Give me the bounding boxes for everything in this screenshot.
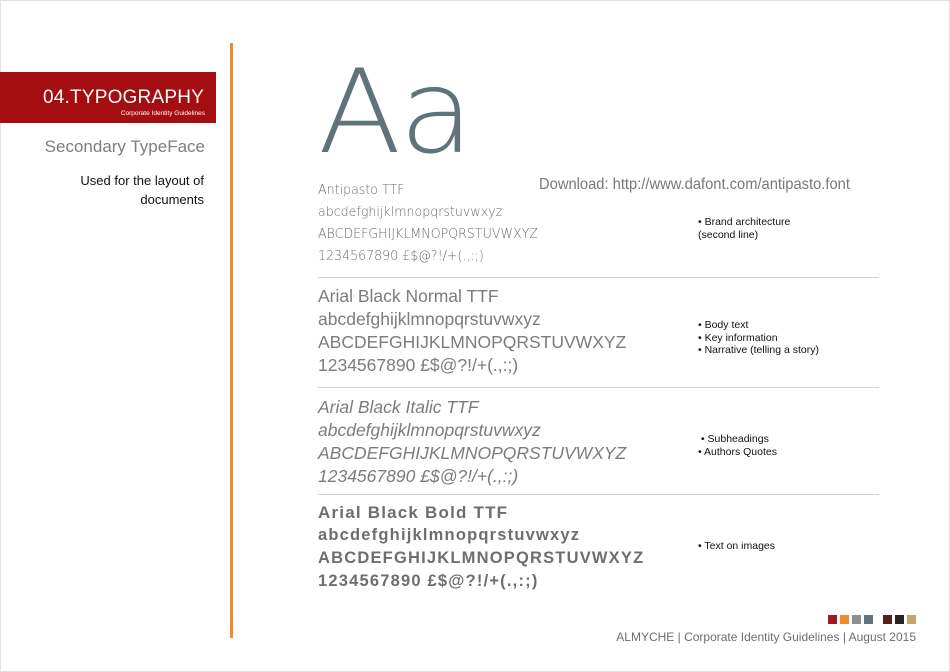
digits-sample: 1234567890 £$@?!/+(.,:;) <box>318 466 519 486</box>
typeface-name: Arial Black Italic TTF <box>318 397 479 417</box>
typeface-block-bold <box>318 501 644 593</box>
section-subtitle: Corporate Identity Guidelines <box>120 110 205 117</box>
uppercase-sample: ABCDEFGHIJKLMNOPQRSTUVWXYZ <box>318 332 627 352</box>
usage-note: • Brand architecture <box>698 216 791 228</box>
digits-sample: 1234567890 £$@?!/+(.,:;) <box>318 355 519 375</box>
usage-note: (second line) <box>698 228 759 241</box>
usage-note: • Key information <box>698 331 778 344</box>
uppercase-sample: ABCDEFGHIJKLMNOPQRSTUVWXYZ <box>318 549 645 567</box>
usage-note: • Text on images <box>698 540 776 552</box>
typeface-name: Arial Black Normal TTF <box>318 286 499 306</box>
usage-notes-bold <box>698 540 775 553</box>
download-link[interactable]: Download: http://www.dafont.com/antipasto.font <box>539 176 850 193</box>
sidebar-heading: Secondary TypeFace <box>44 137 205 156</box>
color-swatch <box>895 615 904 624</box>
digits-sample: 1234567890 £$@?!/+(.,:;) <box>318 572 539 590</box>
usage-note: • Narrative (telling a story) <box>698 344 819 356</box>
typeface-block-antipasto <box>318 180 538 268</box>
lowercase-sample: abcdefghijklmnopqrstuvwxyz <box>318 526 581 544</box>
usage-notes-italic <box>698 433 777 458</box>
color-swatch <box>864 615 873 624</box>
divider-line <box>318 387 879 388</box>
typeface-name: Arial Black Bold TTF <box>318 503 509 522</box>
sidebar-description: Used for the layout of documents <box>80 173 204 207</box>
typeface-specimen: Aa <box>318 45 472 180</box>
lowercase-sample: abcdefghijklmnopqrstuvwxyz <box>318 420 541 440</box>
usage-note: • Authors Quotes <box>698 445 777 458</box>
vertical-divider <box>230 43 233 638</box>
usage-note: • Subheadings <box>698 433 769 445</box>
uppercase-sample: ABCDEFGHIJKLMNOPQRSTUVWXYZ <box>318 443 627 463</box>
section-banner <box>0 72 216 123</box>
divider-line <box>318 277 879 278</box>
divider-line <box>318 494 879 495</box>
page-border-top <box>0 0 950 1</box>
color-swatch <box>852 615 861 624</box>
uppercase-sample: ABCDEFGHIJKLMNOPQRSTUVWXYZ <box>318 227 538 242</box>
lowercase-sample: abcdefghijklmnopqrstuvwxyz <box>318 205 503 220</box>
lowercase-sample: abcdefghijklmnopqrstuvwxyz <box>318 309 541 329</box>
color-swatch <box>840 615 849 624</box>
digits-sample: 1234567890 £$@?!/+(.,:;) <box>318 249 484 264</box>
footer-text: ALMYCHE | Corporate Identity Guidelines | August 2015 <box>616 630 916 644</box>
section-title: 04.TYPOGRAPHY <box>43 87 204 108</box>
color-swatch <box>907 615 916 624</box>
typeface-block-italic <box>318 396 626 488</box>
typeface-name: Antipasto TTF <box>318 183 405 198</box>
color-swatch <box>828 615 837 624</box>
usage-note: • Body text <box>698 319 749 331</box>
usage-notes-normal <box>698 319 819 357</box>
color-swatch <box>883 615 892 624</box>
usage-notes-antipasto <box>698 216 790 241</box>
typeface-block-normal <box>318 285 626 377</box>
